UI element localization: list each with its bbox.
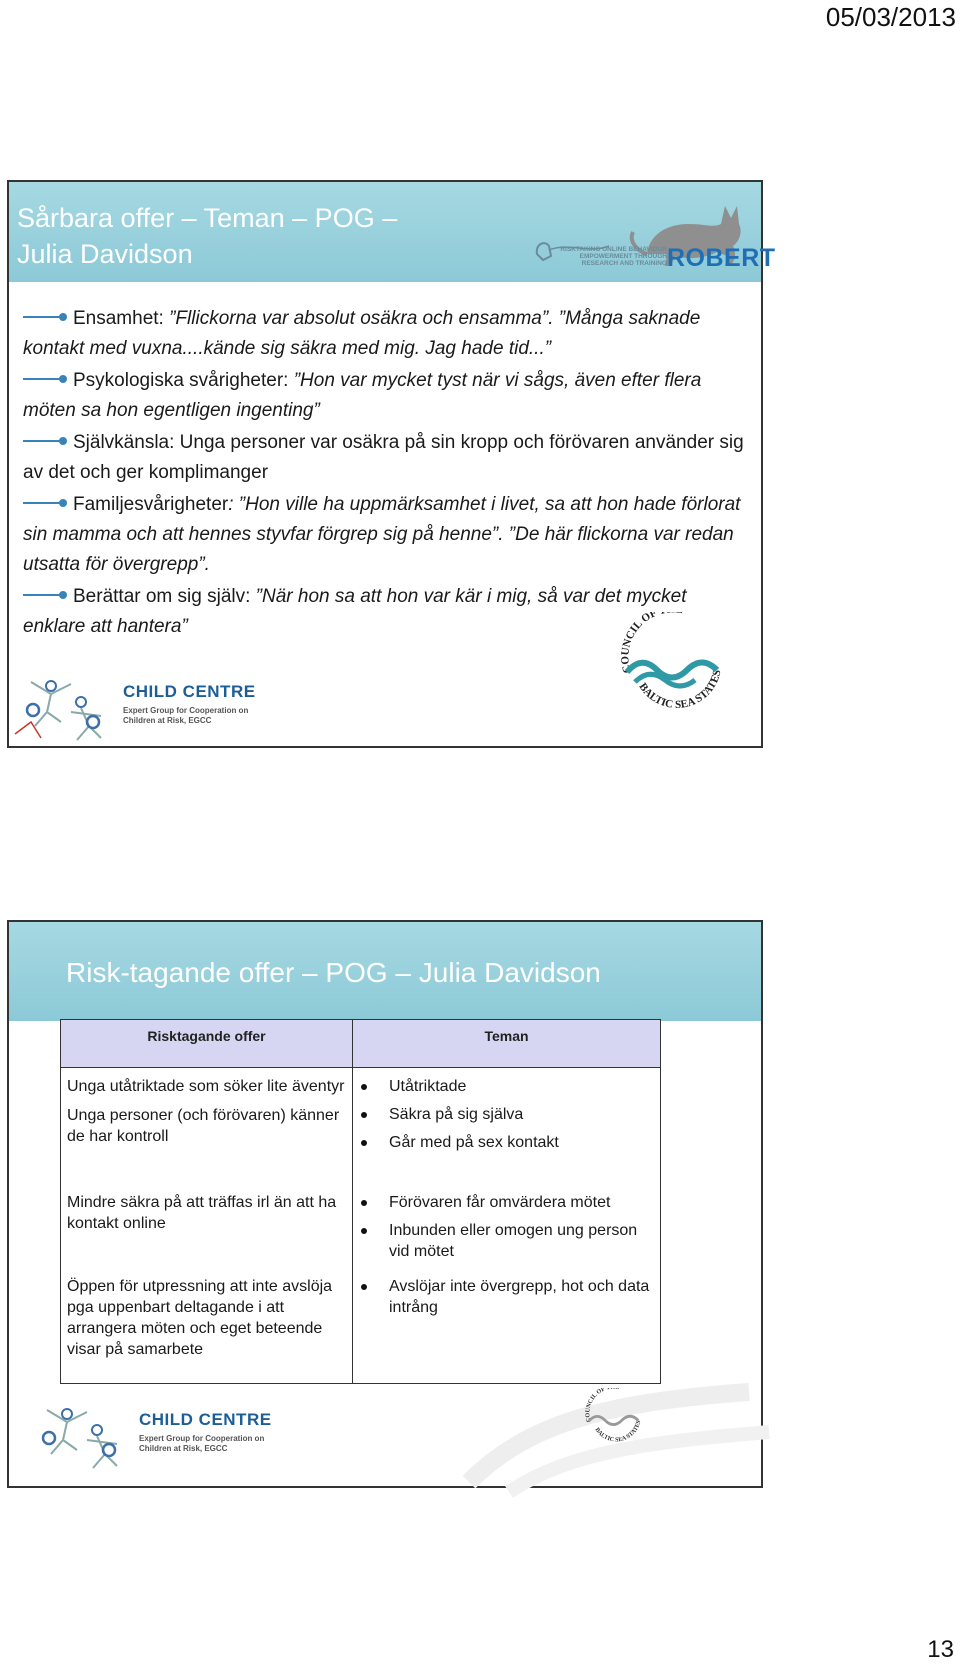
child-figures-icon [11, 672, 121, 744]
bullet-item [23, 490, 753, 580]
mouse-icon [537, 243, 551, 260]
bullet-dash-icon [23, 316, 65, 318]
slide-title: Risk-tagande offer – POG – Julia Davidson [66, 957, 601, 988]
title-band [9, 182, 776, 282]
child-centre-subtitle [139, 1434, 264, 1454]
child-centre-subtitle-line: Expert Group for Cooperation on [139, 1434, 265, 1443]
cbss-logo [617, 612, 729, 712]
page-number: 13 [927, 1636, 954, 1663]
cell-text: Unga utåtriktade som söker lite äventyr [67, 1078, 345, 1095]
child-figures-icon [27, 1400, 137, 1472]
wave-icon [589, 1416, 639, 1424]
bullet-label: Självkänsla: Unga personer var osäkra på sin kropp och förövaren använder sig av det och ger komplimanger [23, 432, 744, 483]
list-item: Avslöjar inte övergrepp, hot och data intrång [359, 1276, 654, 1318]
table-cell [61, 1276, 353, 1384]
child-centre-name: CHILD CENTRE [139, 1410, 272, 1429]
bullet-item [23, 304, 753, 364]
bullet-quote: : ”Hon ville ha uppmärksamhet i livet, sa att hon hade förlorat sin mamma och att hennes styvfar förgrep sig på henne”. ”De här flickorna var redan utsatta för övergrepp”. [23, 494, 741, 575]
theme-list [359, 1076, 654, 1153]
table-cell [353, 1068, 661, 1192]
child-centre-name: CHILD CENTRE [123, 682, 256, 701]
bullet-label: Berättar om sig själv: [73, 586, 256, 607]
table-row [61, 1276, 661, 1384]
column-header: Teman [353, 1020, 661, 1068]
theme-list [359, 1276, 654, 1318]
theme-list [359, 1192, 654, 1262]
slide-title-line-2: Julia Davidson [17, 239, 193, 269]
bullet-label: Familjesvårigheter [73, 494, 229, 515]
cbss-text-top: COUNCIL OF [619, 612, 659, 675]
table-cell [353, 1192, 661, 1276]
slide-title [17, 200, 397, 272]
bullet-quote: ”Fllickorna var absolut osäkra och ensamma”. ”Många saknade kontakt med vuxna....kände sig säkra med mig. Jag hade tid...” [23, 308, 701, 359]
list-item: Säkra på sig själva [359, 1104, 654, 1125]
child-centre-subtitle-line: Children at Risk, EGCC [139, 1444, 228, 1453]
list-item: Går med på sex kontakt [359, 1132, 654, 1153]
cell-text: Unga personer (och förövaren) känner de har kontroll [67, 1107, 340, 1145]
cbss-text-bottom: BALTIC SEA STATES [593, 1419, 643, 1444]
list-item: Utåtriktade [359, 1076, 654, 1097]
list-item: Förövaren får omvärdera mötet [359, 1192, 654, 1213]
cell-text: Öppen för utpressning att inte avslöja pga uppenbart deltagande i att arrangera möten och eget beteende visar på samarbete [67, 1277, 333, 1358]
bullet-item [23, 366, 753, 426]
bullet-label: Ensamhet: [73, 308, 170, 329]
robert-word: ROBERT [667, 244, 776, 272]
themes-table [60, 1019, 661, 1384]
bullet-dash-icon [23, 440, 65, 442]
list-item: Inbunden eller omogen ung person vid mötet [359, 1220, 654, 1262]
bullet-item [23, 428, 753, 488]
slide-vulnerable-victims [7, 180, 776, 748]
table-header-row [61, 1020, 661, 1068]
page-date: 05/03/2013 [825, 2, 956, 32]
bullet-dash-icon [23, 378, 65, 380]
child-centre-subtitle-line: Children at Risk, EGCC [123, 716, 212, 725]
slide-title-line-1: Sårbara offer – Teman – POG – [17, 203, 398, 233]
cbss-text-top: COUNCIL OF T [585, 1388, 611, 1423]
table-row [61, 1192, 661, 1276]
robert-logo [529, 184, 776, 276]
bullet-quote: ”När hon sa att hon var kär i mig, så var det mycket enklare att hantera” [23, 586, 687, 637]
bullet-dash-icon [23, 502, 65, 504]
table-cell [61, 1068, 353, 1192]
cell-text: Mindre säkra på att träffas irl än att ha kontakt online [67, 1193, 337, 1232]
child-centre-subtitle-line: Expert Group for Cooperation on [123, 706, 249, 715]
robert-tagline: RISKTAKING ONLINE BEHAVIOUR EMPOWERMENT THROUGH RESEARCH AND TRAINING [560, 246, 667, 267]
cbss-text-bottom: BALTIC SEA STATES [636, 668, 724, 711]
table-cell [61, 1192, 353, 1276]
slide-risk-taking-victims [7, 920, 763, 1488]
column-header: Risktagande offer [61, 1020, 353, 1068]
bullet-quote: ”Hon var mycket tyst när vi sågs, även efter flera möten sa hon egentligen ingenting” [23, 370, 702, 421]
bullet-label: Psykologiska svårigheter: [73, 370, 294, 391]
child-centre-logo [27, 1400, 277, 1472]
table-row [61, 1068, 661, 1192]
cbss-logo [583, 1388, 645, 1444]
child-centre-subtitle [123, 706, 248, 726]
title-band [9, 922, 761, 1021]
child-centre-logo [11, 672, 261, 744]
table-cell [353, 1276, 661, 1384]
bullet-list [23, 304, 753, 644]
bullet-dash-icon [23, 594, 65, 596]
